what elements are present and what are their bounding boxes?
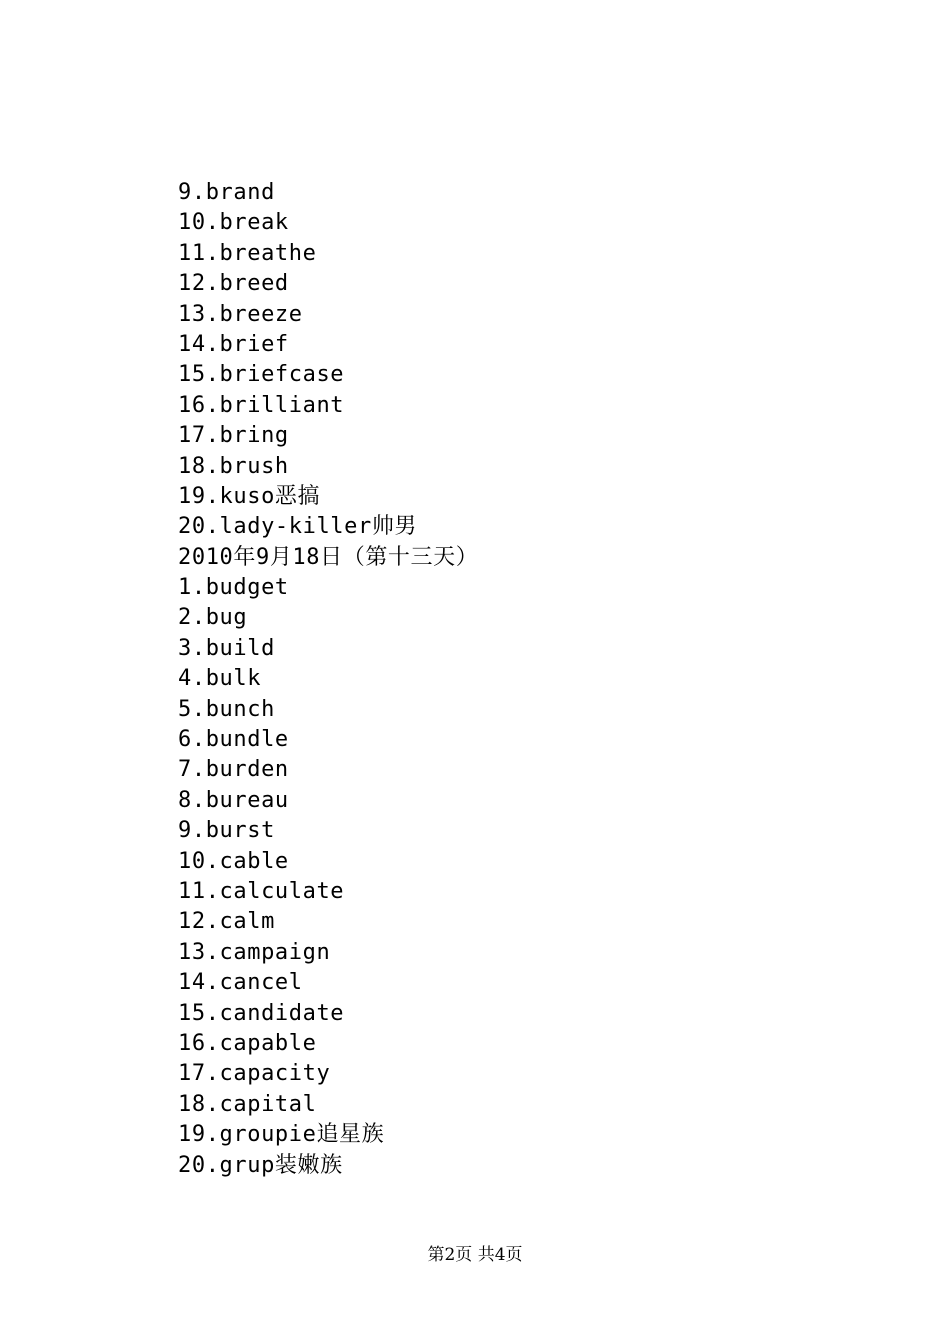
list-item: 9.brand [178, 180, 275, 205]
list-item: 11.breathe [178, 240, 317, 266]
list-item: 9.burst [178, 818, 275, 844]
page-number-footer: 第2页 共4页 [427, 1245, 523, 1265]
list-item: 12.calm [178, 909, 275, 935]
list-item: 20.lady-killer帅男 [178, 514, 418, 540]
list-item: 10.break [178, 210, 289, 236]
list-item: 3.build [178, 635, 275, 661]
list-item: 11.calculate [178, 878, 345, 904]
list-item: 15.briefcase [178, 362, 345, 388]
word-list [178, 178, 818, 1181]
list-item: 16.brilliant [178, 392, 345, 418]
list-item: 18.brush [178, 453, 289, 479]
day-heading: 2010年9月18日（第十三天） [178, 544, 479, 570]
list-item: 15.candidate [178, 1000, 345, 1026]
list-item: 20.grup装嫩族 [178, 1152, 343, 1178]
list-item: 8.bureau [178, 787, 289, 813]
list-item: 10.cable [178, 848, 289, 874]
list-item: 14.cancel [178, 970, 303, 996]
list-item: 4.bulk [178, 666, 262, 692]
list-item: 19.groupie追星族 [178, 1122, 385, 1148]
list-item: 17.bring [178, 423, 289, 449]
list-item: 12.breed [178, 271, 289, 297]
list-item: 19.kuso恶搞 [178, 483, 321, 509]
list-item: 13.breeze [178, 301, 303, 327]
list-item: 18.capital [178, 1091, 317, 1117]
list-item: 13.campaign [178, 939, 331, 965]
list-item: 5.bunch [178, 696, 275, 722]
list-item: 7.burden [178, 757, 289, 783]
list-item: 6.bundle [178, 727, 289, 753]
list-item: 17.capacity [178, 1061, 331, 1087]
list-item: 1.budget [178, 575, 289, 601]
list-item: 14.brief [178, 331, 289, 357]
list-item: 16.capable [178, 1030, 317, 1056]
list-item: 2.bug [178, 605, 248, 631]
